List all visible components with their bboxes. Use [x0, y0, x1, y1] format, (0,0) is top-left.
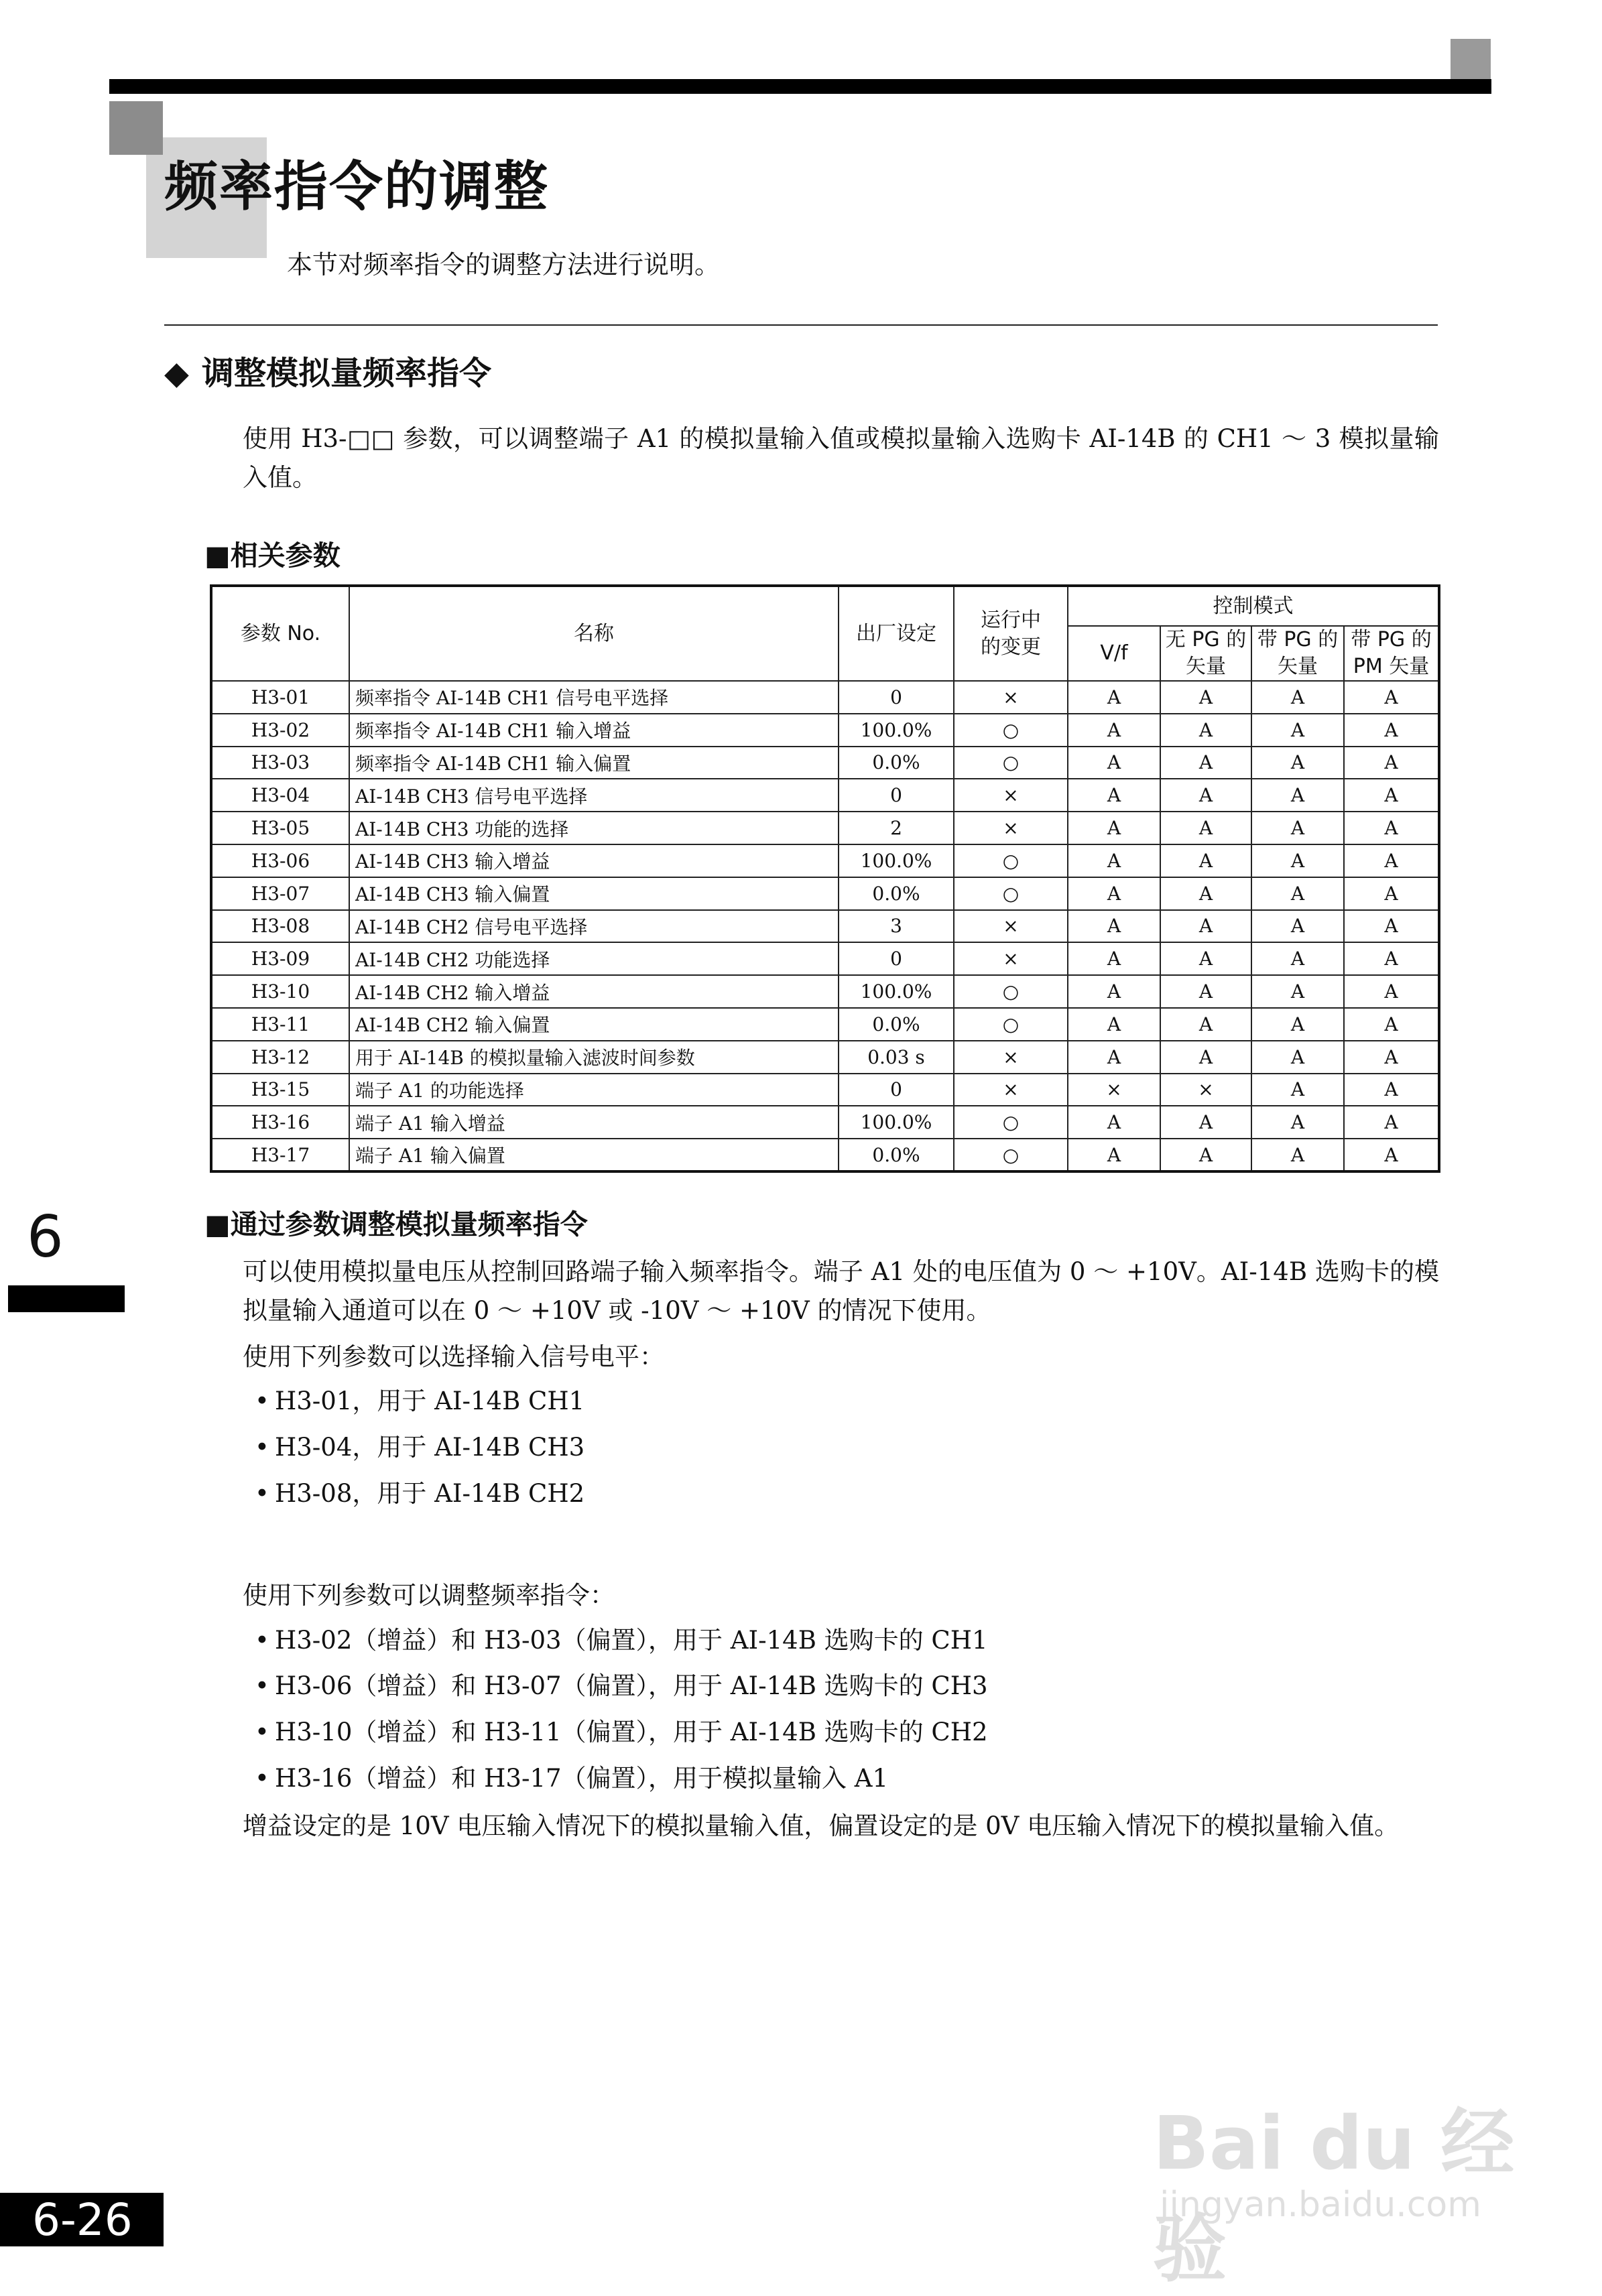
col-header-control-mode: 控制模式 [1068, 586, 1439, 626]
cell-no-pg: A [1160, 1106, 1251, 1139]
col-header-with-pg [1251, 626, 1344, 681]
cell-vf: A [1068, 877, 1160, 910]
cell-vf: A [1068, 812, 1160, 844]
cell-change: ○ [954, 1139, 1068, 1171]
cell-with-pg: A [1251, 779, 1344, 812]
table-row [211, 1008, 1439, 1041]
cell-change: × [954, 1041, 1068, 1074]
cell-default: 100.0% [839, 714, 954, 747]
col-header-no-pg-line1: 无 PG 的 [1165, 628, 1247, 651]
cell-name: 端子 A1 的功能选择 [349, 1074, 839, 1106]
cell-no-pg: A [1160, 681, 1251, 714]
cell-vf: A [1068, 779, 1160, 812]
cell-default: 0.0% [839, 877, 954, 910]
table-row [211, 1074, 1439, 1106]
cell-vf: A [1068, 747, 1160, 779]
cell-default: 0.03 s [839, 1041, 954, 1074]
cell-no-pg: A [1160, 747, 1251, 779]
section-divider [164, 324, 1438, 326]
closing-paragraph: 增益设定的是 10V 电压输入情况下的模拟量输入值，偏置设定的是 0V 电压输入情况下的模拟量输入值。 [243, 1811, 1400, 1840]
cell-default: 0 [839, 1074, 954, 1106]
list-item-text: H3-16（增益）和 H3-17（偏置），用于模拟量输入 A1 [275, 1764, 889, 1793]
table-row [211, 1139, 1439, 1171]
cell-change: × [954, 910, 1068, 943]
cell-pm: A [1344, 1106, 1439, 1139]
cell-change: ○ [954, 975, 1068, 1008]
cell-change: × [954, 779, 1068, 812]
adjust-paragraph: 可以使用模拟量电压从控制回路端子输入频率指令。端子 A1 处的电压值为 0 ～ +10V。AI-14B 选购卡的模拟量输入通道可以在 0 ～ +10V 或 -10V ～ +10V 的情况下使用。 [243, 1257, 1439, 1325]
cell-no-pg: A [1160, 942, 1251, 975]
cell-param-no: H3-02 [211, 714, 349, 747]
cell-param-no: H3-12 [211, 1041, 349, 1074]
cell-param-no: H3-04 [211, 779, 349, 812]
cell-change: × [954, 942, 1068, 975]
freq-intro: 使用下列参数可以调整频率指令： [243, 1581, 615, 1610]
cell-name: 端子 A1 输入增益 [349, 1106, 839, 1139]
cell-with-pg: A [1251, 812, 1344, 844]
list-item-text: H3-02（增益）和 H3-03（偏置），用于 AI-14B 选购卡的 CH1 [275, 1626, 988, 1655]
list-item-text: H3-06（增益）和 H3-07（偏置），用于 AI-14B 选购卡的 CH3 [275, 1671, 988, 1700]
cell-default: 0 [839, 681, 954, 714]
cell-pm: A [1344, 975, 1439, 1008]
list-item: • H3-10（增益）和 H3-11（偏置），用于 AI-14B 选购卡的 CH2 [255, 1718, 988, 1746]
cell-change: ○ [954, 877, 1068, 910]
cell-param-no: H3-16 [211, 1106, 349, 1139]
cell-default: 100.0% [839, 975, 954, 1008]
col-header-no-pg [1160, 626, 1251, 681]
cell-no-pg: A [1160, 1008, 1251, 1041]
cell-with-pg: A [1251, 681, 1344, 714]
cell-default: 0 [839, 779, 954, 812]
cell-with-pg: A [1251, 747, 1344, 779]
cell-pm: A [1344, 877, 1439, 910]
cell-name: AI-14B CH3 功能的选择 [349, 812, 839, 844]
col-header-pm [1344, 626, 1439, 681]
section-paragraph: 使用 H3-□□ 参数，可以调整端子 A1 的模拟量输入值或模拟量输入选购卡 AI-14B 的 CH1 ～ 3 模拟量输入值。 [243, 424, 1439, 492]
cell-no-pg: A [1160, 877, 1251, 910]
related-params-heading: ■相关参数 [204, 539, 341, 572]
cell-change: × [954, 681, 1068, 714]
adjust-heading: ■通过参数调整模拟量频率指令 [204, 1208, 588, 1240]
table-row [211, 681, 1439, 714]
col-header-change [954, 586, 1068, 681]
page-number: 6-26 [32, 2194, 133, 2246]
cell-default: 3 [839, 910, 954, 943]
cell-param-no: H3-10 [211, 975, 349, 1008]
cell-param-no: H3-06 [211, 844, 349, 877]
cell-default: 100.0% [839, 844, 954, 877]
list-item: • H3-06（增益）和 H3-07（偏置），用于 AI-14B 选购卡的 CH3 [255, 1671, 988, 1700]
list-item: • H3-08，用于 AI-14B CH2 [255, 1479, 585, 1508]
cell-no-pg: A [1160, 910, 1251, 943]
level-intro: 使用下列参数可以选择输入信号电平： [243, 1342, 664, 1371]
cell-no-pg: A [1160, 1139, 1251, 1171]
header-rule-bar [109, 79, 1491, 94]
cell-vf: A [1068, 681, 1160, 714]
parameter-table [210, 584, 1440, 1173]
cell-default: 0.0% [839, 1139, 954, 1171]
cell-no-pg: × [1160, 1074, 1251, 1106]
cell-pm: A [1344, 714, 1439, 747]
cell-change: ○ [954, 844, 1068, 877]
list-item: • H3-01，用于 AI-14B CH1 [255, 1387, 585, 1415]
col-header-no-pg-line2: 矢量 [1186, 655, 1226, 678]
cell-vf: A [1068, 714, 1160, 747]
list-item-text: H3-04，用于 AI-14B CH3 [275, 1433, 585, 1462]
cell-pm: A [1344, 1139, 1439, 1171]
chapter-number: 6 [27, 1204, 64, 1271]
cell-with-pg: A [1251, 1139, 1344, 1171]
intro-text: 本节对频率指令的调整方法进行说明。 [287, 250, 721, 279]
section-heading [164, 347, 491, 393]
cell-pm: A [1344, 681, 1439, 714]
diamond-bullet-icon: ◆ [164, 355, 189, 392]
cell-param-no: H3-15 [211, 1074, 349, 1106]
table-row [211, 779, 1439, 812]
cell-name: 频率指令 AI-14B CH1 输入偏置 [349, 747, 839, 779]
cell-no-pg: A [1160, 844, 1251, 877]
cell-name: 频率指令 AI-14B CH1 信号电平选择 [349, 681, 839, 714]
cell-vf: A [1068, 1106, 1160, 1139]
list-item-text: H3-10（增益）和 H3-11（偏置），用于 AI-14B 选购卡的 CH2 [275, 1718, 988, 1746]
cell-vf: × [1068, 1074, 1160, 1106]
cell-name: 频率指令 AI-14B CH1 输入增益 [349, 714, 839, 747]
cell-pm: A [1344, 1008, 1439, 1041]
table-row [211, 812, 1439, 844]
cell-name: AI-14B CH2 信号电平选择 [349, 910, 839, 943]
cell-vf: A [1068, 975, 1160, 1008]
cell-change: ○ [954, 714, 1068, 747]
cell-with-pg: A [1251, 877, 1344, 910]
cell-with-pg: A [1251, 1074, 1344, 1106]
baidu-watermark [1153, 2057, 1528, 2292]
table-row [211, 975, 1439, 1008]
list-item: • H3-02（增益）和 H3-03（偏置），用于 AI-14B 选购卡的 CH1 [255, 1626, 988, 1655]
cell-name: AI-14B CH3 输入增益 [349, 844, 839, 877]
col-header-name: 名称 [349, 586, 839, 681]
cell-default: 100.0% [839, 1106, 954, 1139]
table-row [211, 747, 1439, 779]
cell-pm: A [1344, 1041, 1439, 1074]
cell-name: 端子 A1 输入偏置 [349, 1139, 839, 1171]
title-decor-dark-square [109, 101, 163, 155]
cell-with-pg: A [1251, 844, 1344, 877]
table-row [211, 714, 1439, 747]
cell-no-pg: A [1160, 975, 1251, 1008]
table-row [211, 942, 1439, 975]
col-header-pm-line1: 带 PG 的 [1351, 628, 1432, 651]
table-row [211, 910, 1439, 943]
cell-param-no: H3-05 [211, 812, 349, 844]
cell-no-pg: A [1160, 779, 1251, 812]
cell-with-pg: A [1251, 942, 1344, 975]
cell-with-pg: A [1251, 1008, 1344, 1041]
cell-with-pg: A [1251, 1106, 1344, 1139]
cell-name: 用于 AI-14B 的模拟量输入滤波时间参数 [349, 1041, 839, 1074]
cell-default: 0.0% [839, 1008, 954, 1041]
cell-vf: A [1068, 942, 1160, 975]
cell-param-no: H3-08 [211, 910, 349, 943]
cell-default: 2 [839, 812, 954, 844]
cell-default: 0 [839, 942, 954, 975]
cell-pm: A [1344, 942, 1439, 975]
col-header-with-pg-line2: 矢量 [1278, 655, 1318, 678]
cell-with-pg: A [1251, 714, 1344, 747]
col-header-change-line2: 的变更 [981, 635, 1041, 659]
cell-change: × [954, 812, 1068, 844]
page-title: 频率指令的调整 [164, 155, 549, 218]
parameter-table-body [211, 681, 1439, 1171]
cell-vf: A [1068, 844, 1160, 877]
cell-pm: A [1344, 779, 1439, 812]
col-header-param-no: 参数 No. [211, 586, 349, 681]
cell-no-pg: A [1160, 1041, 1251, 1074]
col-header-change-line1: 运行中 [981, 608, 1041, 632]
list-item: • H3-16（增益）和 H3-17（偏置），用于模拟量输入 A1 [255, 1764, 889, 1793]
cell-pm: A [1344, 747, 1439, 779]
list-item: • H3-04，用于 AI-14B CH3 [255, 1433, 585, 1462]
cell-vf: A [1068, 910, 1160, 943]
col-header-with-pg-line1: 带 PG 的 [1257, 628, 1339, 651]
section-heading-text: 调整模拟量频率指令 [202, 355, 492, 392]
cell-pm: A [1344, 844, 1439, 877]
table-row [211, 1106, 1439, 1139]
cell-name: AI-14B CH3 信号电平选择 [349, 779, 839, 812]
watermark-brand: Bai du 经验 [1153, 2100, 1515, 2292]
cell-name: AI-14B CH2 功能选择 [349, 942, 839, 975]
cell-with-pg: A [1251, 910, 1344, 943]
watermark-url: jingyan.baidu.com [1160, 2185, 1481, 2225]
cell-name: AI-14B CH2 输入增益 [349, 975, 839, 1008]
cell-vf: A [1068, 1008, 1160, 1041]
cell-change: ○ [954, 747, 1068, 779]
chapter-tab-bar [8, 1285, 125, 1312]
table-row [211, 877, 1439, 910]
cell-change: ○ [954, 1106, 1068, 1139]
cell-no-pg: A [1160, 714, 1251, 747]
col-header-pm-line2: PM 矢量 [1353, 655, 1430, 678]
cell-with-pg: A [1251, 1041, 1344, 1074]
cell-name: AI-14B CH2 输入偏置 [349, 1008, 839, 1041]
header-corner-square [1451, 39, 1491, 80]
cell-vf: A [1068, 1041, 1160, 1074]
cell-with-pg: A [1251, 975, 1344, 1008]
cell-param-no: H3-07 [211, 877, 349, 910]
cell-param-no: H3-17 [211, 1139, 349, 1171]
cell-param-no: H3-01 [211, 681, 349, 714]
cell-param-no: H3-11 [211, 1008, 349, 1041]
cell-pm: A [1344, 1074, 1439, 1106]
col-header-vf: V/f [1068, 626, 1160, 681]
cell-name: AI-14B CH3 输入偏置 [349, 877, 839, 910]
cell-no-pg: A [1160, 812, 1251, 844]
cell-change: ○ [954, 1008, 1068, 1041]
cell-param-no: H3-09 [211, 942, 349, 975]
table-row [211, 1041, 1439, 1074]
cell-param-no: H3-03 [211, 747, 349, 779]
list-item-text: H3-08，用于 AI-14B CH2 [275, 1479, 585, 1508]
cell-vf: A [1068, 1139, 1160, 1171]
cell-pm: A [1344, 910, 1439, 943]
col-header-default: 出厂设定 [839, 586, 954, 681]
cell-change: × [954, 1074, 1068, 1106]
cell-default: 0.0% [839, 747, 954, 779]
list-item-text: H3-01，用于 AI-14B CH1 [275, 1387, 585, 1415]
table-row [211, 844, 1439, 877]
cell-pm: A [1344, 812, 1439, 844]
